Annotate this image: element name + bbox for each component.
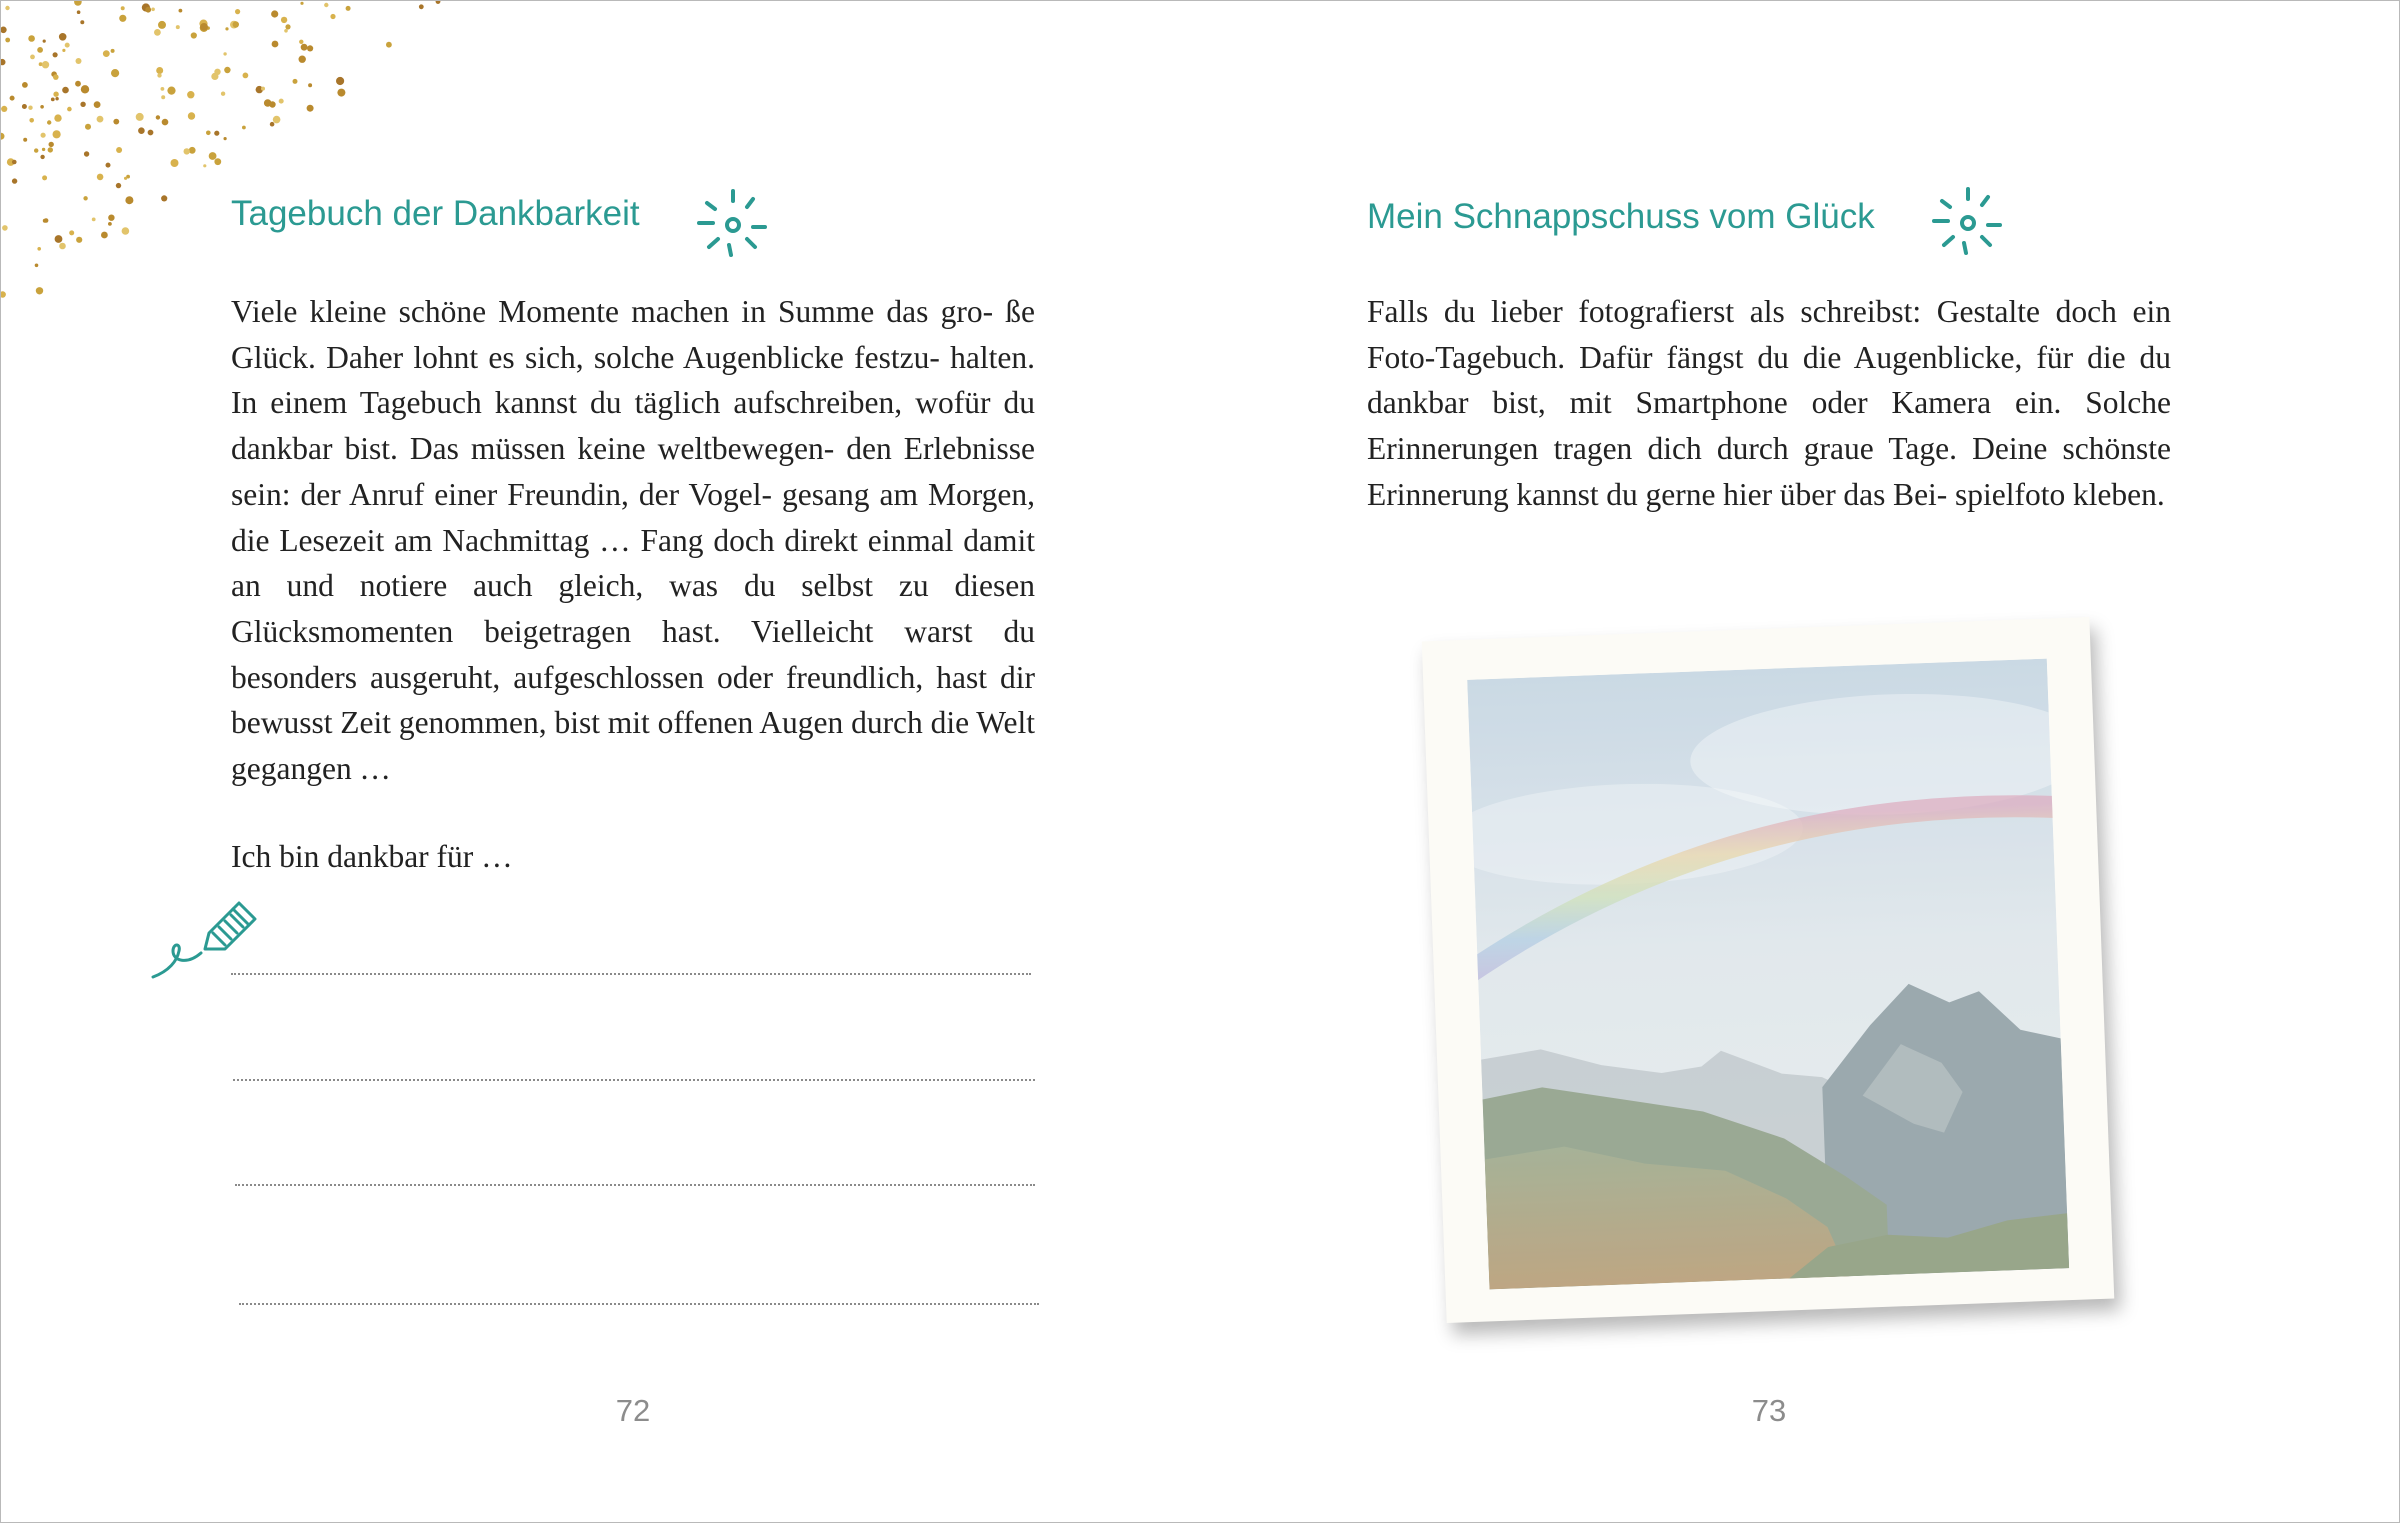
confetti-dot <box>49 142 54 147</box>
gold-confetti-decoration <box>1 1 471 311</box>
confetti-dot <box>41 133 46 138</box>
confetti-dot <box>84 151 89 156</box>
confetti-dot <box>436 1 441 4</box>
body-line: Falls du lieber fotografierst als schreibst: Gestalte doch <box>1367 294 2117 329</box>
confetti-dot <box>161 87 165 91</box>
confetti-dot <box>214 158 221 165</box>
confetti-dot <box>209 152 217 160</box>
photo-frame <box>1422 617 2115 1323</box>
confetti-dot <box>43 40 46 43</box>
writing-line[interactable] <box>231 973 1031 975</box>
confetti-dot <box>76 237 82 243</box>
confetti-dot <box>67 107 72 112</box>
confetti-dot <box>191 32 197 38</box>
body-line: doch direkt einmal damit an und notiere auch gleich, was <box>231 522 1035 604</box>
confetti-dot <box>214 131 219 136</box>
confetti-dot <box>154 29 161 36</box>
confetti-dot <box>42 148 45 151</box>
confetti-dot <box>223 52 226 55</box>
confetti-dot <box>419 4 424 9</box>
confetti-dot <box>44 218 49 223</box>
confetti-dot <box>59 243 66 250</box>
confetti-dot <box>80 102 85 107</box>
confetti-dot <box>386 42 392 48</box>
confetti-dot <box>158 21 166 29</box>
confetti-dot <box>225 27 228 30</box>
confetti-dot <box>22 104 27 109</box>
confetti-dot <box>23 138 27 142</box>
confetti-dot <box>273 116 281 124</box>
confetti-dot <box>53 52 58 57</box>
body-line: Viele kleine schöne Momente machen in Summe das gro- <box>231 294 994 329</box>
confetti-dot <box>36 287 43 294</box>
confetti-dot <box>270 122 275 127</box>
confetti-dot <box>40 155 44 159</box>
confetti-dot <box>40 105 44 109</box>
confetti-dot <box>337 89 345 97</box>
confetti-dot <box>138 127 145 134</box>
gratitude-prompt: Ich bin dankbar für … <box>231 839 513 874</box>
confetti-dot <box>235 9 240 14</box>
confetti-dot <box>48 147 53 152</box>
sun-burst-icon <box>695 185 771 261</box>
confetti-dot <box>69 230 74 235</box>
confetti-dot <box>1 59 6 65</box>
confetti-dot <box>12 178 17 183</box>
confetti-dot <box>307 45 313 51</box>
body-line: Vielleicht warst du besonders ausgeruht, aufgeschlossen <box>231 613 1035 695</box>
confetti-dot <box>111 49 115 53</box>
confetti-dot <box>97 116 104 123</box>
confetti-dot <box>1 291 6 297</box>
confetti-dot <box>94 101 101 108</box>
confetti-dot <box>179 9 183 13</box>
confetti-dot <box>75 81 81 87</box>
confetti-dot <box>171 159 179 167</box>
confetti-dot <box>346 6 351 11</box>
confetti-dot <box>156 67 163 74</box>
left-page <box>1 1 1200 1522</box>
confetti-dot <box>59 33 67 41</box>
confetti-dot <box>85 124 91 130</box>
confetti-dot <box>62 49 65 52</box>
confetti-dot <box>47 120 51 124</box>
confetti-dot <box>187 91 194 98</box>
confetti-dot <box>111 69 119 77</box>
left-body-text <box>231 289 1035 792</box>
confetti-dot <box>224 67 230 73</box>
confetti-dot <box>285 24 290 29</box>
body-line: Solche Erinnerungen tragen dich durch graue Tage. Deine <box>1367 385 2171 467</box>
confetti-dot <box>184 148 190 154</box>
confetti-dot <box>53 74 59 80</box>
confetti-dot <box>74 1 82 6</box>
confetti-dot <box>54 114 61 121</box>
confetti-dot <box>55 97 58 100</box>
confetti-dot <box>211 73 218 80</box>
confetti-dot <box>188 112 195 119</box>
confetti-dot <box>53 130 61 138</box>
confetti-dot <box>284 29 288 33</box>
right-page-heading: Mein Schnappschuss vom Glück <box>1367 197 1875 236</box>
body-line: ein Foto-Tagebuch. Dafür fängst du die Augenblicke, für <box>1367 294 2171 375</box>
confetti-dot <box>103 50 110 57</box>
right-body-text <box>1367 289 2171 518</box>
confetti-dot <box>293 79 298 84</box>
confetti-dot <box>261 87 265 91</box>
confetti-dot <box>51 98 55 102</box>
body-line: ße Glück. Daher lohnt es sich, solche Augenblicke festzu- <box>231 294 1035 375</box>
body-line: mit offenen Augen durch die Welt gegangen … <box>231 705 1035 787</box>
confetti-dot <box>10 96 15 101</box>
confetti-dot <box>221 92 225 96</box>
pencil-icon <box>147 893 265 983</box>
confetti-dot <box>162 119 169 126</box>
confetti-dot <box>97 174 104 181</box>
confetti-dot <box>148 130 154 136</box>
confetti-dot <box>307 105 314 112</box>
confetti-dot <box>161 195 167 201</box>
confetti-dot <box>5 6 9 10</box>
confetti-dot <box>176 25 180 29</box>
confetti-dot <box>121 6 125 10</box>
confetti-dot <box>224 137 227 140</box>
confetti-dot <box>271 10 278 17</box>
confetti-dot <box>264 99 272 107</box>
confetti-dot <box>113 119 119 125</box>
confetti-dot <box>1 106 7 112</box>
confetti-dot <box>28 35 35 42</box>
confetti-dot <box>108 222 112 226</box>
confetti-dot <box>242 126 246 130</box>
confetti-dot <box>22 82 28 88</box>
confetti-dot <box>145 7 151 13</box>
body-line: den Erlebnisse sein: der Anruf einer Freundin, der Vogel- <box>231 431 1035 512</box>
confetti-dot <box>30 55 35 60</box>
page-number-right: 73 <box>1751 1393 1787 1428</box>
confetti-dot <box>108 215 114 221</box>
sun-burst-icon <box>1930 183 2006 259</box>
confetti-dot <box>124 177 127 180</box>
confetti-dot <box>233 21 239 27</box>
confetti-dot <box>330 14 335 19</box>
confetti-dot <box>125 196 133 204</box>
confetti-dot <box>5 38 10 43</box>
confetti-dot <box>2 225 8 231</box>
confetti-dot <box>279 99 284 104</box>
rainbow-landscape-photo <box>1467 659 2069 1290</box>
left-page-heading: Tagebuch der Dankbarkeit <box>231 194 640 233</box>
confetti-dot <box>336 77 344 85</box>
confetti-dot <box>1 133 5 140</box>
confetti-dot <box>281 17 287 23</box>
confetti-dot <box>299 40 303 44</box>
confetti-dot <box>151 8 155 12</box>
body-line: schönste Erinnerung kannst du gerne hier über das Bei- <box>1367 431 2171 512</box>
confetti-dot <box>161 95 165 99</box>
confetti-dot <box>122 227 130 235</box>
confetti-dot <box>301 44 308 51</box>
confetti-dot <box>106 163 111 168</box>
confetti-dot <box>83 196 87 200</box>
body-line: halten. In einem Tagebuch kannst du täglich aufschreiben, <box>231 339 1035 421</box>
writing-line[interactable] <box>233 1079 1035 1081</box>
body-line: spielfoto kleben. <box>1954 476 2165 512</box>
confetti-dot <box>119 15 126 22</box>
confetti-dot <box>42 61 49 68</box>
confetti-dot <box>37 247 41 251</box>
confetti-dot <box>12 160 17 165</box>
confetti-dot <box>156 115 160 119</box>
confetti-dot <box>300 2 303 5</box>
confetti-dot <box>77 10 81 14</box>
confetti-dot <box>136 113 144 121</box>
confetti-dot <box>28 106 32 110</box>
confetti-dot <box>37 47 43 53</box>
confetti-dot <box>243 73 249 79</box>
confetti-dot <box>42 175 47 180</box>
body-line: gesang am Morgen, die Lesezeit am Nachmittag … Fang <box>231 476 1036 558</box>
confetti-dot <box>200 23 208 31</box>
body-line: wofür du dankbar bist. Das müssen keine weltbewegen- <box>231 385 1036 467</box>
writing-line[interactable] <box>239 1303 1039 1305</box>
confetti-dot <box>80 20 84 24</box>
writing-line[interactable] <box>235 1184 1035 1186</box>
confetti-dot <box>299 56 306 63</box>
confetti-dot <box>189 147 196 154</box>
body-line: die du dankbar bist, mit Smartphone oder Kamera ein. <box>1367 339 2171 421</box>
confetti-dot <box>206 131 211 136</box>
body-line: du selbst zu diesen Glücksmomenten beigetragen hast. <box>231 568 1035 649</box>
confetti-dot <box>29 118 34 123</box>
confetti-dot <box>92 218 96 222</box>
confetti-dot <box>324 3 328 7</box>
confetti-dot <box>55 235 63 243</box>
confetti-dot <box>35 264 39 268</box>
confetti-dot <box>1 27 7 34</box>
body-line: oder freundlich, hast dir bewusst Zeit genommen, bist <box>231 659 1035 741</box>
confetti-dot <box>101 232 108 239</box>
confetti-dot <box>203 164 206 167</box>
confetti-dot <box>65 43 70 48</box>
confetti-dot <box>116 147 122 153</box>
confetti-dot <box>157 73 161 77</box>
confetti-dot <box>53 92 58 97</box>
confetti-dot <box>272 41 279 48</box>
confetti-dot <box>62 87 69 94</box>
confetti-dot <box>308 83 312 87</box>
confetti-dot <box>76 58 82 64</box>
confetti-dot <box>34 148 38 152</box>
confetti-dot <box>167 87 175 95</box>
page-number-left: 72 <box>615 1393 651 1428</box>
confetti-dot <box>81 85 89 93</box>
confetti-dot <box>116 183 121 188</box>
